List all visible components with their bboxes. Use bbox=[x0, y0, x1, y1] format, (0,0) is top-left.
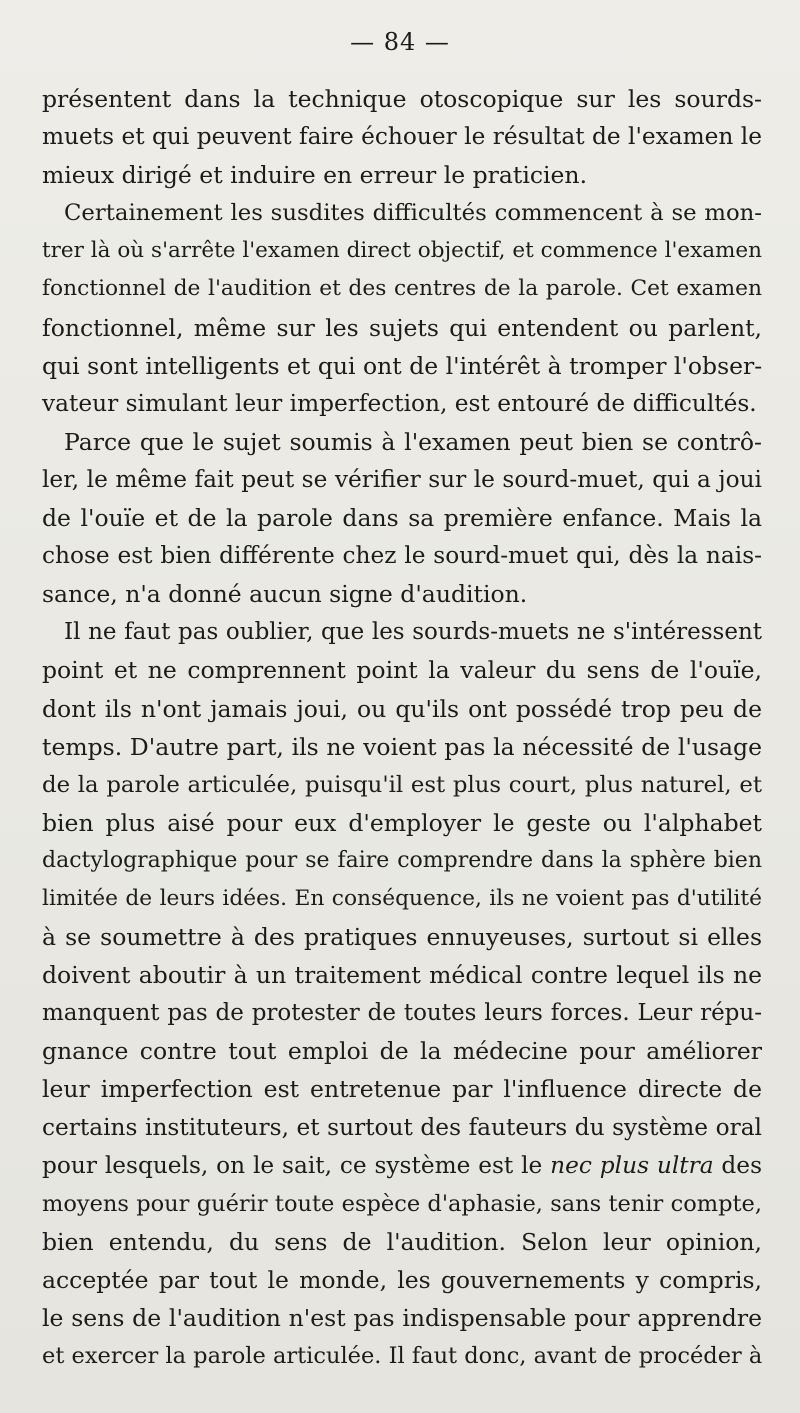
text-line-main: et exercer la parole articulée. Il faut donc, avant de procéder à bbox=[42, 1343, 763, 1370]
text-line bbox=[42, 156, 762, 194]
text-line bbox=[42, 994, 762, 1032]
text-line bbox=[42, 804, 762, 842]
text-line bbox=[42, 956, 762, 994]
text-line-main: point et ne comprennent point la valeur du sens de l'ouïe, bbox=[42, 656, 762, 685]
text-line bbox=[42, 232, 762, 270]
page-number: — 84 — bbox=[350, 28, 450, 56]
text-line-main: mieux dirigé et induire en erreur le praticien. bbox=[42, 161, 588, 190]
text-line-main: Il ne faut pas oublier, que les sourds-muets ne s'intéressent bbox=[64, 619, 762, 646]
text-line-main: de la parole articulée, puisqu'il est plus court, plus naturel, et bbox=[42, 771, 762, 798]
text-line-italic: nec plus ultra bbox=[550, 1151, 714, 1179]
text-line bbox=[42, 1109, 762, 1147]
text-line-main: bien entendu, du sens de l'audition. Selon leur opinion, bbox=[42, 1227, 762, 1256]
text-line bbox=[42, 194, 762, 232]
text-line-main: bien plus aisé pour eux d'employer le geste ou l'alphabet bbox=[42, 808, 762, 837]
text-line-main: limitée de leurs idées. En conséquence, ils ne voient pas d'utilité bbox=[42, 885, 762, 911]
text-line-main: le sens de l'audition n'est pas indispensable pour apprendre bbox=[42, 1304, 762, 1332]
text-line-main: temps. D'autre part, ils ne voient pas la nécessité de l'usage bbox=[42, 732, 762, 761]
text-line bbox=[42, 537, 762, 575]
text-line bbox=[42, 347, 762, 385]
text-line-main: dont ils n'ont jamais joui, ou qu'ils ont possédé trop peu de bbox=[42, 694, 762, 723]
text-line bbox=[42, 918, 762, 956]
text-line-main: qui sont intelligents et qui ont de l'intérêt à tromper l'obser- bbox=[42, 351, 763, 380]
text-line-main: à se soumettre à des pratiques ennuyeuses, surtout si elles bbox=[42, 923, 762, 952]
text-line bbox=[42, 423, 762, 461]
text-line bbox=[42, 461, 762, 499]
text-line bbox=[42, 309, 762, 347]
text-line bbox=[42, 728, 762, 766]
text-line bbox=[42, 118, 762, 156]
text-line bbox=[42, 613, 762, 651]
text-line-main: chose est bien différente chez le sourd-muet qui, dès la nais- bbox=[42, 542, 762, 570]
text-line-main: ler, le même fait peut se vérifier sur le sourd-muet, qui a joui bbox=[42, 465, 762, 493]
text-line bbox=[42, 1147, 762, 1185]
text-line-main: doivent aboutir à un traitement médical contre lequel ils ne bbox=[42, 961, 762, 990]
text-line bbox=[42, 270, 762, 308]
text-line-main: moyens pour guérir toute espèce d'aphasie, sans tenir compte, bbox=[42, 1190, 762, 1217]
text-line bbox=[42, 1223, 762, 1261]
text-line-main: de l'ouïe et de la parole dans sa première enfance. Mais la bbox=[42, 504, 762, 533]
text-line bbox=[42, 1032, 762, 1070]
text-line-main: manquent pas de protester de toutes leurs forces. Leur répu- bbox=[42, 1000, 762, 1027]
text-line bbox=[42, 80, 762, 118]
text-line bbox=[42, 1299, 762, 1337]
text-line-main: pour lesquels, on le sait, ce système est le bbox=[42, 1151, 543, 1179]
text-line-main: Certainement les susdites difficultés commencent à se mon- bbox=[64, 200, 762, 227]
text-line-main: leur imperfection est entretenue par l'influence directe de bbox=[42, 1075, 762, 1104]
text-line bbox=[42, 690, 762, 728]
text-line-main: trer là où s'arrête l'examen direct objectif, et commence l'examen bbox=[42, 238, 762, 264]
text-line-main: muets et qui peuvent faire échouer le résultat de l'examen le bbox=[42, 123, 762, 151]
text-line bbox=[42, 1261, 762, 1299]
text-line-main: fonctionnel, même sur les sujets qui entendent ou parlent, bbox=[42, 313, 762, 342]
text-line-main: certains instituteurs, et surtout des fauteurs du système oral bbox=[42, 1113, 762, 1141]
text-line bbox=[42, 499, 762, 537]
text-line bbox=[42, 1185, 762, 1223]
text-line-main: présentent dans la technique otoscopique sur les sourds- bbox=[42, 85, 762, 113]
text-line bbox=[42, 1337, 762, 1375]
text-line-main: Parce que le sujet soumis à l'examen peut bien se contrô- bbox=[64, 427, 762, 456]
text-line bbox=[42, 766, 762, 804]
text-line bbox=[42, 575, 762, 613]
text-line bbox=[42, 1070, 762, 1108]
text-line-main: fonctionnel de l'audition et des centres de la parole. Cet examen bbox=[42, 276, 762, 302]
body-text bbox=[42, 80, 762, 1375]
text-line-main: vateur simulant leur imperfection, est entouré de difficultés. bbox=[42, 389, 757, 417]
text-line bbox=[42, 651, 762, 689]
text-line-main: sance, n'a donné aucun signe d'audition. bbox=[42, 580, 528, 609]
text-line bbox=[42, 880, 762, 918]
text-line-main: acceptée par tout le monde, les gouvernements y compris, bbox=[42, 1265, 762, 1294]
text-line-main: gnance contre tout emploi de la médecine pour améliorer bbox=[42, 1037, 762, 1066]
text-line-main: dactylographique pour se faire comprendre dans la sphère bien bbox=[42, 847, 762, 873]
text-line bbox=[42, 842, 762, 880]
text-line-after: des bbox=[713, 1151, 763, 1179]
text-line bbox=[42, 385, 762, 423]
